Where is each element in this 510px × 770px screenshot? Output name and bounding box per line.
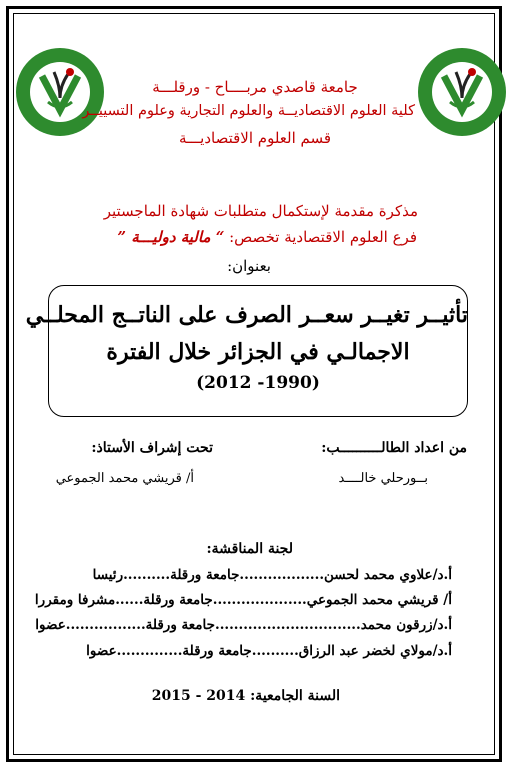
specialization: “ مالية دوليـــة ” <box>117 228 225 246</box>
university-logo-right <box>416 46 508 138</box>
thesis-title-line1: تأثيــر تغيــر سعــر الصرف على الناتــج المحلــي <box>25 302 468 328</box>
supervisor-label: تحت إشراف الأستاذ: <box>91 440 213 456</box>
title-label: بعنوان: <box>227 257 271 275</box>
university-name: جامعة قاصدي مربــــاح - ورقلـــة <box>152 78 358 96</box>
thesis-title-line2: الاجمالـي في الجزائر خلال الفترة <box>106 339 410 365</box>
faculty-name: كلية العلوم الاقتصاديــة والعلوم التجارية وعلوم التسييــر <box>82 103 415 119</box>
branch-label: فرع العلوم الاقتصادية تخصص: <box>229 228 417 246</box>
thesis-title-period: (1990- 2012) <box>196 373 320 393</box>
memo-purpose: مذكرة مقدمة لإستكمال متطلبات شهادة الماجستير <box>103 202 418 220</box>
committee-member: أ.د/علاوي محمد لحسن..................جامعة ورقلة..........رئيسا <box>92 567 452 583</box>
student-name: بــورحلي خالــــد <box>338 471 428 486</box>
academic-year: السنة الجامعية: 2014 - 2015 <box>151 688 340 704</box>
supervisor-name: أ/ قريشي محمد الجموعي <box>55 471 194 486</box>
committee-title: لجنة المناقشة: <box>206 541 293 557</box>
branch-line <box>117 228 417 246</box>
student-label: من اعداد الطالــــــــــب: <box>321 440 467 456</box>
committee-member: أ.د/مولاي لخضر عبد الرزاق..........جامعة ورقلة..............عضوا <box>86 643 452 659</box>
committee-member: أ/ قريشي محمد الجموعي....................جامعة ورقلة......مشرفا ومقررا <box>34 592 452 608</box>
committee-member: أ.د/زرقون محمد...............................جامعة ورقلة.................عضوا <box>35 617 452 633</box>
university-logo-left <box>14 46 106 138</box>
department-name: قسم العلوم الاقتصاديـــة <box>178 129 332 147</box>
